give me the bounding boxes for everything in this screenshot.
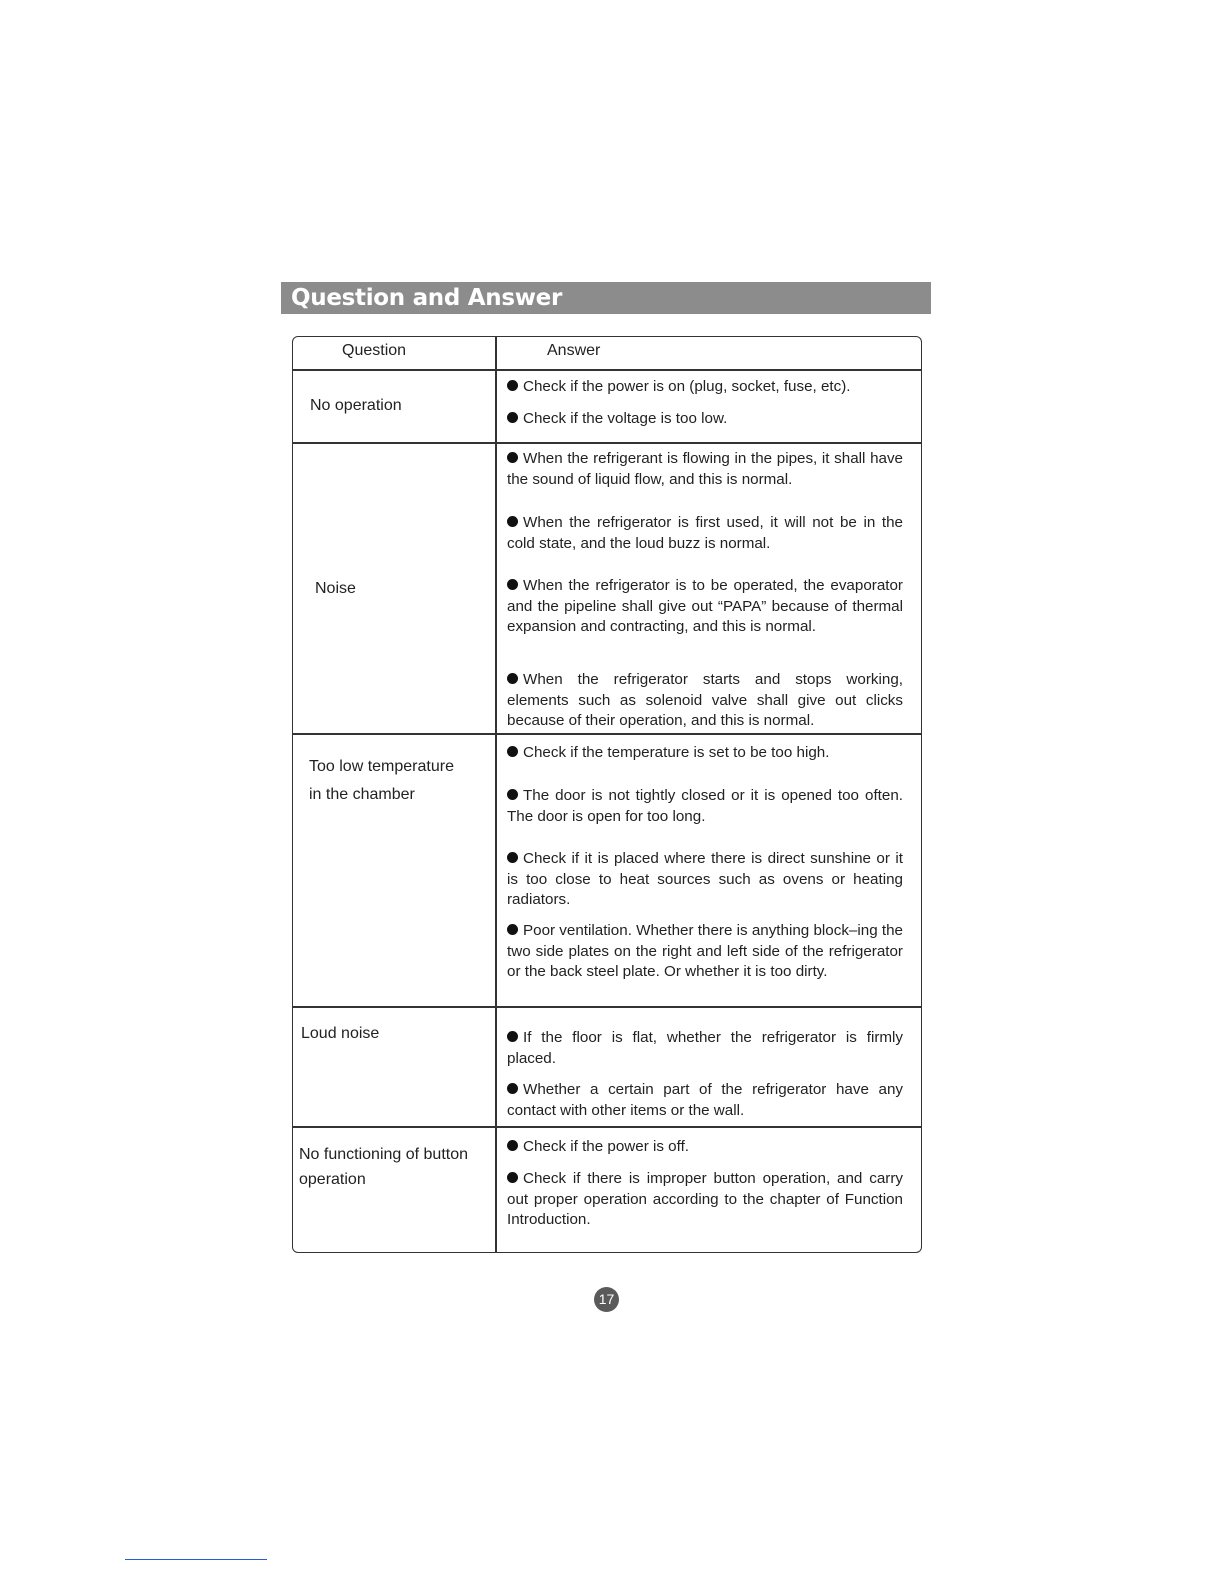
answer-item: Check if there is improper button operation, and carry out proper operation according to the chapter of Function Introduction. (507, 1170, 903, 1229)
section-banner (281, 282, 931, 314)
answer-item: If the floor is flat, whether the refrigerator is firmly placed. (507, 1029, 903, 1067)
answer-item: Check if the temperature is set to be too high. (507, 743, 903, 764)
bullet-icon (507, 1140, 518, 1151)
answer-item: When the refrigerator starts and stops working, elements such as solenoid valve shall give out clicks because of their operation, and this is normal. (507, 671, 903, 730)
answer-item: When the refrigerator is first used, it will not be in the cold state, and the loud buzz is normal. (507, 514, 903, 552)
question-text: No functioning of button (299, 1146, 469, 1163)
question-cell (299, 1145, 468, 1190)
page-number-badge: 17 (594, 1287, 619, 1312)
header-question: Question (342, 342, 407, 359)
question-cell (310, 396, 402, 416)
bullet-icon (507, 1083, 518, 1094)
bullet-icon (507, 1172, 518, 1183)
bullet-icon (507, 516, 518, 527)
answer-item: Check if the power is on (plug, socket, fuse, etc). (507, 377, 903, 398)
answer-item: When the refrigerant is flowing in the pipes, it shall have the sound of liquid flow, and this is normal. (507, 450, 903, 488)
row-divider (293, 442, 921, 444)
answer-item: Poor ventilation. Whether there is anything block–ing the two side plates on the right and left side of the refrigerator or the back steel plate. Or whether it is too dirty. (507, 922, 903, 981)
answer-item: Check if it is placed where there is direct sunshine or it is too close to heat sources such as ovens or heating radiators. (507, 850, 903, 909)
row-divider (293, 733, 921, 735)
bullet-icon (507, 924, 518, 935)
bullet-icon (507, 789, 518, 800)
row-divider (293, 369, 921, 371)
question-text: operation (299, 1171, 366, 1188)
question-text: Too low temperature (309, 758, 454, 775)
question-cell (301, 1024, 379, 1044)
bullet-icon (507, 380, 518, 391)
bullet-icon (507, 412, 518, 423)
question-text: in the chamber (309, 786, 415, 803)
row-divider (293, 1126, 921, 1128)
section-title: Question and Answer (291, 285, 562, 311)
answer-item: Check if the voltage is too low. (507, 409, 903, 430)
bullet-icon (507, 673, 518, 684)
answer-item: The door is not tightly closed or it is opened too often. The door is open for too long. (507, 787, 903, 825)
question-text: Noise (315, 580, 356, 597)
answer-item: Whether a certain part of the refrigerator have any contact with other items or the wall. (507, 1081, 903, 1119)
bullet-icon (507, 746, 518, 757)
answer-item: Check if the power is off. (507, 1137, 903, 1158)
header-answer: Answer (547, 342, 601, 359)
question-cell (309, 757, 454, 805)
column-divider (495, 337, 497, 1252)
question-text: No operation (310, 397, 402, 414)
question-cell (315, 579, 356, 599)
bullet-icon (507, 452, 518, 463)
row-divider (293, 1006, 921, 1008)
footer-rule (125, 1559, 267, 1560)
bullet-icon (507, 1031, 518, 1042)
answer-item: When the refrigerator is to be operated, the evaporator and the pipeline shall give out “PAPA” because of thermal expansion and contracting, and this is normal. (507, 577, 903, 636)
bullet-icon (507, 852, 518, 863)
qa-table (292, 336, 922, 1253)
bullet-icon (507, 579, 518, 590)
question-text: Loud noise (301, 1025, 380, 1042)
